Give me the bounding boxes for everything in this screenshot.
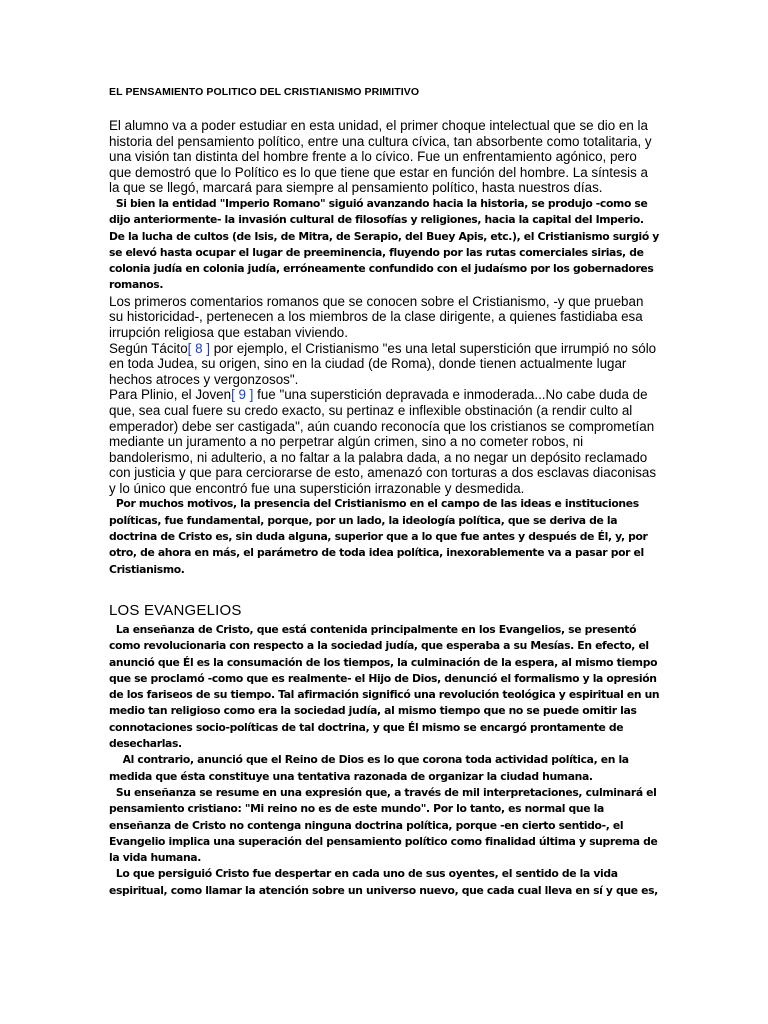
imperio-romano-paragraph: Si bien la entidad "Imperio Romano" siguió avanzando hacia la historia, se produjo -como se dijo anteriormente- la invasión cultural de filosofías y religiones, hacia la capital del Imperio. De la lucha de cultos (de Isis, de Mitra, de Serapio, del Buey Apis, etc.), el Cristianismo surgió y se elevó hasta ocupar el lugar de preeminencia, fluyendo por las rutas comerciales sirias, de colonia judía en colonia judía, erróneamente confundido con el judaísmo por los gobernadores romanos.: [109, 196, 659, 292]
footnote-link-8[interactable]: [ 8 ]: [187, 340, 211, 356]
tacito-paragraph: [109, 341, 660, 388]
document-body: [109, 85, 660, 899]
mi-reino-paragraph: Su enseñanza se resume en una expresión que, a través de mil interpretaciones, culminará el pensamiento cristiano: "Mi reino no es de este mundo". Por lo tanto, es normal que la enseñanza de Cristo no contenga ninguna doctrina política, porque -en cierto sentido-, el Evangelio implica una superación del pensamiento político como finalidad última y suprema de la vida humana.: [109, 785, 658, 865]
tacito-text-end: por ejemplo, el Cristianismo "es una letal superstición que irrumpió no sólo en toda Judea, su origen, sino en la ciudad (de Roma), donde tienen actualmente lugar hechos atroces y vergonzosos".: [109, 340, 657, 387]
section-heading-evangelios: LOS EVANGELIOS: [109, 601, 242, 619]
footnote-link-9[interactable]: [ 9 ]: [231, 387, 254, 403]
reino-de-dios-paragraph: Al contrario, anunció que el Reino de Dios es lo que corona toda actividad política, en la medida que ésta constituye una tentativa razonada de organizar la ciudad humana.: [109, 753, 629, 783]
roman-comments-paragraph: Los primeros comentarios romanos que se conocen sobre el Cristianismo, -y que prueban su historicidad-, pertenecen a los miembros de la clase dirigente, a quienes fastidiaba esa irrupción religiosa que estaban viviendo.: [109, 293, 644, 340]
plinio-text-end: fue "una superstición depravada e inmoderada...No cabe duda de que, sea cual fuere su credo exacto, su pertinaz e inflexible obstinación (a rendir culto al emperador) debe ser castigada", aún cuando reconocía que los cristianos se comprometían mediante un juramento a no perpetrar algún crimen, sino a no cometer robos, ni bandolerismo, ni adulterio, a no faltar a la palabra dada, a no negar un depósito reclamado con justicia y que para cerciorarse de esto, amenazó con torturas a dos esclavas diaconisas y lo único que encontró fue una superstición irrazonable y desmedida.: [109, 387, 657, 496]
plinio-text-start: Para Plinio, el Joven: [109, 387, 232, 403]
tacito-text-start: Según Tácito: [109, 340, 188, 356]
vida-espiritual-paragraph: Lo que persiguió Cristo fue despertar en cada uno de sus oyentes, el sentido de la vida espiritual, como llamar la atención sobre un universo nuevo, que cada cual lleva en sí y que es,: [109, 867, 658, 897]
document-title: EL PENSAMIENTO POLITICO DEL CRISTIANISMO PRIMITIVO: [109, 86, 420, 98]
motivos-paragraph: Por muchos motivos, la presencia del Cristianismo en el campo de las ideas e instituciones políticas, fue fundamental, porque, por un lado, la ideología política, que se deriva de la doctrina de Cristo es, sin duda alguna, superior que a lo que fue antes y después de Él, y, por otro, de ahora en más, el parámetro de toda idea política, inexorablemente va a pasar por el Cristianismo.: [109, 497, 648, 576]
intro-paragraph: El alumno va a poder estudiar en esta unidad, el primer choque intelectual que se dio en la historia del pensamiento político, entre una cultura cívica, tan absorbente como totalitaria, y una visión tan distinta del hombre frente a lo cívico. Fue un enfrentamiento agónico, pero que demostró que lo Político es lo que tiene que estar en función del hombre. La síntesis a la que se llegó, marcará para siempre al pensamiento político, hasta nuestros días.: [109, 118, 652, 196]
ensenanza-paragraph: La enseñanza de Cristo, que está contenida principalmente en los Evangelios, se presentó como revolucionaria con respecto a la sociedad judía, que esperaba a su Mesías. En efecto, el anunció que Él es la consumación de los tiempos, la culminación de la espera, al mismo tiempo que se proclamó -como que es realmente- el Hijo de Dios, denunció el formalismo y la opresión de los fariseos de su tiempo. Tal afirmación significó una revolución teológica y espiritual en un medio tan religioso como era la sociedad judía, al mismo tiempo que no se puede omitir las connotaciones socio-políticas de tal doctrina, y que Él mismo se encargó prontamente de desecharlas.: [109, 622, 660, 751]
plinio-paragraph: [109, 387, 660, 496]
